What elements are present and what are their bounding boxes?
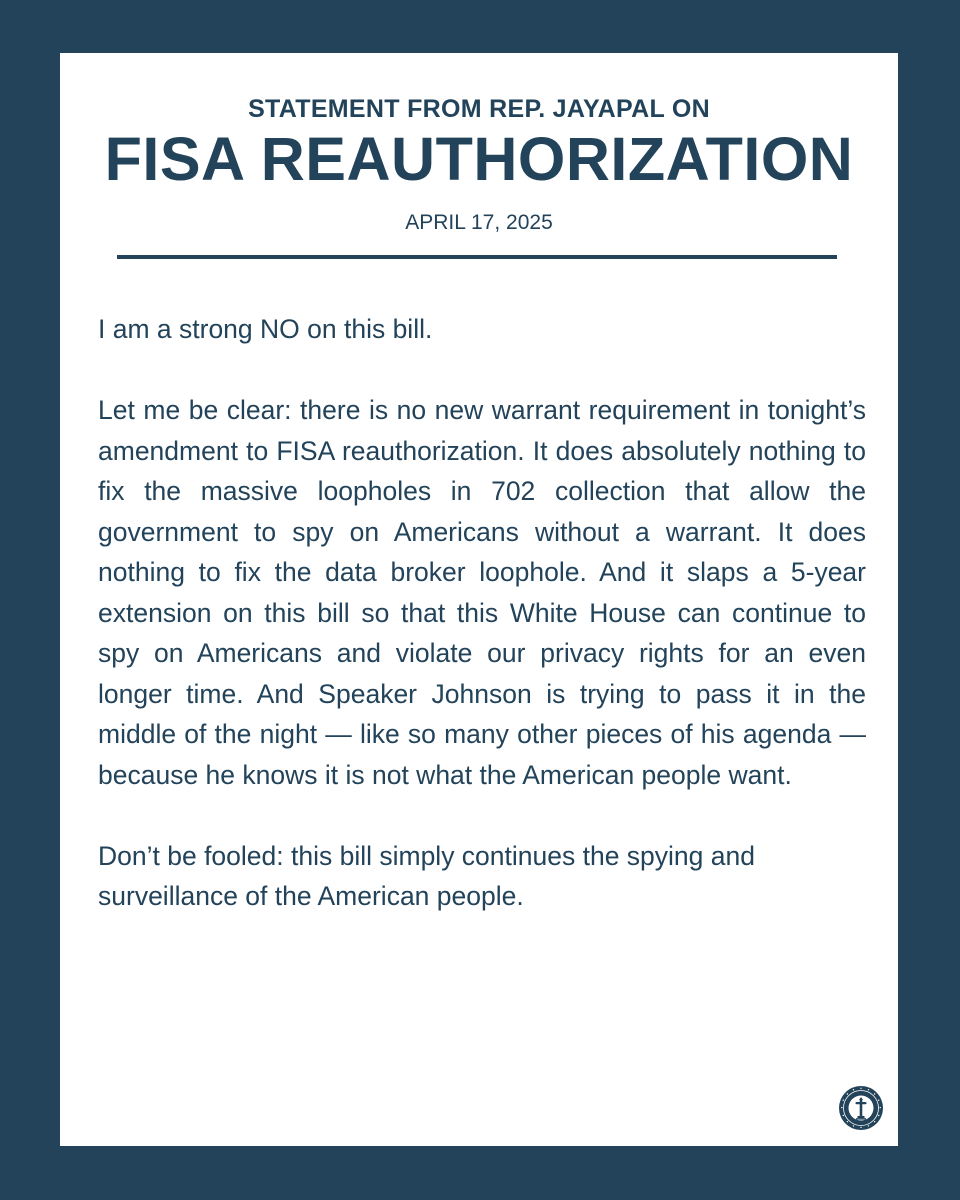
statement-overline: STATEMENT FROM REP. JAYAPAL ON	[248, 95, 710, 123]
statement-date: APRIL 17, 2025	[405, 211, 553, 234]
statement-title: FISA REAUTHORIZATION	[104, 125, 854, 193]
congressional-seal-icon	[838, 1085, 884, 1131]
statement-body	[98, 309, 866, 957]
header-divider	[117, 255, 837, 259]
statement-paragraph: Let me be clear: there is no new warrant requirement in tonight’s amendment to FISA reauthorization. It does absolutely nothing to fix the massive loopholes in 702 collection that allow the government to spy on Americans without a warrant. It does nothing to fix the data broker loophole. And it slaps a 5-year extension on this bill so that this White House can continue to spy on Americans and violate our privacy rights for an even longer time. And Speaker Johnson is trying to pass it in the middle of the night — like so many other pieces of his agenda — because he knows it is not what the American people want.	[98, 395, 866, 790]
statement-card	[60, 53, 898, 1146]
statement-paragraph: I am a strong NO on this bill.	[98, 314, 433, 344]
statement-paragraph: Don’t be fooled: this bill simply continues the spying and surveillance of the American people.	[98, 840, 755, 911]
